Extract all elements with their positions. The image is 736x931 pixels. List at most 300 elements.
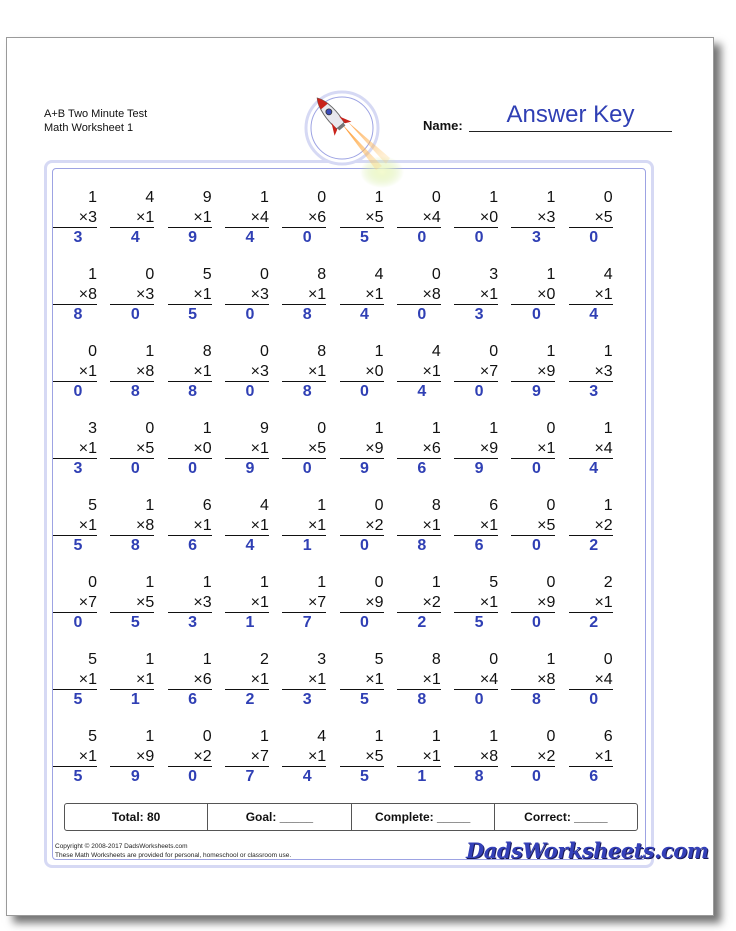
operand-bottom: ×9: [365, 593, 384, 611]
operand-top: 1: [145, 651, 155, 668]
answer-value: 9: [474, 460, 484, 477]
operand-top: 1: [145, 574, 155, 591]
math-problem: [53, 265, 97, 325]
operand-bottom: ×6: [422, 439, 441, 457]
answer-value: 8: [474, 768, 484, 785]
math-problem: [110, 265, 154, 325]
operand-bottom: ×1: [479, 516, 499, 534]
operand-bottom: ×3: [136, 285, 155, 303]
operand-top: 4: [431, 343, 441, 360]
operand-bottom: ×9: [136, 747, 155, 765]
title-line-1: A+B Two Minute Test: [44, 108, 148, 120]
answer-value: 0: [245, 306, 255, 323]
math-problem: [454, 265, 498, 325]
math-problem: [340, 496, 384, 556]
answer-value: 8: [130, 383, 140, 400]
operand-top: 1: [317, 497, 327, 514]
operand-top: 1: [546, 651, 556, 668]
operand-bottom: ×1: [136, 208, 155, 226]
answer-value: 4: [360, 306, 369, 323]
operand-bottom: ×2: [422, 593, 441, 611]
answer-value: 0: [130, 306, 140, 323]
operand-bottom: ×0: [193, 439, 212, 457]
math-problem: [454, 188, 498, 248]
answer-value: 4: [589, 460, 599, 477]
operand-top: 4: [259, 497, 269, 514]
math-problem: [225, 496, 269, 556]
answer-value: 4: [130, 229, 140, 246]
operand-top: 6: [489, 497, 499, 514]
answer-value: 6: [417, 460, 427, 477]
math-problem: [225, 419, 269, 479]
answer-value: 0: [417, 229, 427, 246]
answer-value: 0: [474, 383, 484, 400]
operand-bottom: ×8: [422, 285, 441, 303]
operand-top: 1: [145, 497, 155, 514]
operand-top: 8: [431, 497, 441, 514]
math-problem: [53, 727, 97, 787]
math-problem: [454, 573, 498, 633]
operand-top: 5: [88, 651, 97, 668]
operand-bottom: ×1: [422, 747, 441, 765]
operand-bottom: ×5: [365, 208, 384, 226]
operand-bottom: ×3: [193, 593, 212, 611]
operand-bottom: ×7: [307, 593, 327, 611]
operand-bottom: ×1: [193, 362, 212, 380]
math-problem: [454, 650, 498, 710]
operand-top: 0: [489, 343, 499, 360]
answer-value: 8: [531, 691, 541, 708]
math-problem: [454, 419, 498, 479]
math-problem: [110, 342, 154, 402]
operand-bottom: ×9: [537, 593, 556, 611]
operand-top: 1: [259, 189, 269, 206]
answer-value: 5: [73, 768, 83, 785]
answer-value: 0: [360, 614, 369, 631]
math-problem: [282, 727, 326, 787]
operand-top: 1: [88, 266, 97, 283]
operand-top: 1: [145, 343, 155, 360]
math-problem: [569, 342, 613, 402]
operand-bottom: ×1: [250, 516, 269, 534]
math-problem: [282, 188, 326, 248]
worksheet-title: [44, 107, 147, 135]
answer-value: 0: [245, 383, 255, 400]
operand-top: 1: [88, 189, 97, 206]
answer-value: 9: [130, 768, 140, 785]
operand-top: 0: [145, 266, 155, 283]
operand-top: 1: [603, 420, 613, 437]
operand-bottom: ×1: [78, 747, 97, 765]
math-problem: [282, 650, 326, 710]
math-problem: [511, 573, 555, 633]
answer-value: 5: [188, 306, 198, 323]
answer-value: 9: [188, 229, 198, 246]
answer-value: 0: [589, 691, 599, 708]
operand-bottom: ×1: [594, 747, 613, 765]
math-problem: [511, 419, 555, 479]
operand-bottom: ×1: [479, 285, 499, 303]
operand-top: 0: [603, 651, 613, 668]
operand-top: 3: [317, 651, 327, 668]
operand-top: 1: [202, 651, 212, 668]
math-problem: [569, 650, 613, 710]
answer-value: 4: [302, 768, 312, 785]
operand-top: 0: [317, 420, 327, 437]
math-problem: [340, 727, 384, 787]
operand-bottom: ×1: [307, 747, 327, 765]
operand-bottom: ×1: [78, 516, 97, 534]
answer-value: 5: [360, 691, 369, 708]
answer-value: 3: [589, 383, 599, 400]
correct-field: Correct: _____: [494, 804, 637, 830]
answer-value: 8: [188, 383, 198, 400]
math-problem: [397, 342, 441, 402]
answer-value: 0: [474, 691, 484, 708]
math-problem: [397, 727, 441, 787]
operand-top: 8: [317, 343, 327, 360]
answer-value: 8: [73, 306, 83, 323]
name-line: [469, 131, 672, 132]
operand-top: 1: [202, 574, 212, 591]
math-problem: [511, 188, 555, 248]
math-problem: [168, 419, 212, 479]
answer-value: 2: [245, 691, 255, 708]
math-problem: [110, 188, 154, 248]
copyright-notice: [55, 842, 291, 860]
operand-top: 0: [374, 497, 384, 514]
operand-bottom: ×1: [250, 670, 269, 688]
operand-bottom: ×2: [365, 516, 384, 534]
answer-value: 8: [417, 537, 427, 554]
operand-top: 9: [202, 189, 212, 206]
operand-bottom: ×9: [537, 362, 556, 380]
answer-value: 3: [531, 229, 541, 246]
operand-bottom: ×1: [250, 439, 269, 457]
operand-bottom: ×3: [537, 208, 556, 226]
math-problem: [168, 342, 212, 402]
answer-value: 8: [302, 306, 312, 323]
operand-top: 1: [489, 189, 499, 206]
operand-top: 0: [259, 343, 269, 360]
answer-value: 3: [73, 229, 83, 246]
answer-value: 6: [188, 691, 198, 708]
answer-value: 0: [302, 229, 312, 246]
math-problem: [168, 650, 212, 710]
math-problem: [397, 265, 441, 325]
operand-bottom: ×1: [193, 285, 212, 303]
answer-value: 9: [531, 383, 541, 400]
complete-field: Complete: _____: [351, 804, 494, 830]
operand-bottom: ×1: [422, 362, 441, 380]
answer-value: 6: [474, 537, 484, 554]
operand-top: 0: [431, 266, 441, 283]
operand-bottom: ×3: [78, 208, 97, 226]
math-problem: [225, 727, 269, 787]
math-problem: [282, 573, 326, 633]
math-problem: [340, 265, 384, 325]
operand-bottom: ×5: [537, 516, 556, 534]
answer-value: 4: [417, 383, 427, 400]
operand-top: 6: [202, 497, 212, 514]
operand-top: 5: [489, 574, 499, 591]
usage-notice: These Math Worksheets are provided for personal, homeschool or classroom use.: [55, 852, 292, 859]
copyright-line: Copyright © 2008-2017 DadsWorksheets.com: [55, 843, 188, 850]
math-problem: [454, 342, 498, 402]
math-problem: [397, 573, 441, 633]
operand-top: 3: [88, 420, 97, 437]
operand-top: 4: [145, 189, 155, 206]
operand-top: 6: [603, 728, 613, 745]
operand-top: 1: [603, 343, 613, 360]
operand-top: 3: [489, 266, 499, 283]
goal-field: Goal: _____: [207, 804, 350, 830]
title-line-2: Math Worksheet 1: [44, 122, 134, 134]
operand-bottom: ×5: [307, 439, 327, 457]
answer-value: 8: [130, 537, 140, 554]
answer-value: 5: [360, 768, 369, 785]
operand-top: 1: [431, 728, 441, 745]
operand-top: 8: [202, 343, 212, 360]
math-problem: [511, 496, 555, 556]
math-problem: [282, 265, 326, 325]
operand-top: 0: [546, 574, 556, 591]
operand-bottom: ×1: [365, 670, 384, 688]
math-problem: [110, 727, 154, 787]
operand-bottom: ×1: [193, 516, 212, 534]
math-problem: [53, 342, 97, 402]
operand-top: 0: [88, 343, 97, 360]
operand-top: 1: [374, 420, 384, 437]
operand-top: 8: [431, 651, 441, 668]
operand-bottom: ×4: [594, 670, 613, 688]
answer-value: 0: [360, 537, 369, 554]
operand-bottom: ×1: [78, 439, 97, 457]
operand-top: 1: [431, 574, 441, 591]
math-problem: [569, 265, 613, 325]
answer-value: 2: [417, 614, 427, 631]
operand-bottom: ×8: [78, 285, 97, 303]
operand-top: 1: [489, 728, 499, 745]
operand-top: 5: [88, 497, 97, 514]
math-problem: [168, 496, 212, 556]
math-problem: [511, 727, 555, 787]
answer-value: 5: [360, 229, 369, 246]
answer-value: 4: [589, 306, 599, 323]
operand-bottom: ×1: [307, 670, 327, 688]
operand-top: 1: [259, 728, 269, 745]
operand-bottom: ×2: [193, 747, 212, 765]
math-problem: [569, 727, 613, 787]
operand-bottom: ×7: [479, 362, 499, 380]
answer-value: 8: [417, 691, 427, 708]
answer-value: 0: [531, 614, 541, 631]
operand-bottom: ×5: [136, 439, 155, 457]
answer-value: 0: [531, 460, 541, 477]
math-problem: [397, 188, 441, 248]
math-problem: [168, 188, 212, 248]
answer-value: 7: [245, 768, 255, 785]
operand-top: 5: [202, 266, 212, 283]
operand-top: 1: [317, 574, 327, 591]
operand-bottom: ×8: [537, 670, 556, 688]
operand-top: 1: [374, 189, 384, 206]
math-problem: [53, 496, 97, 556]
answer-value: 3: [302, 691, 312, 708]
operand-top: 0: [259, 266, 269, 283]
math-problem: [110, 650, 154, 710]
operand-bottom: ×2: [537, 747, 556, 765]
operand-top: 1: [374, 728, 384, 745]
operand-top: 0: [546, 728, 556, 745]
answer-key-text: Answer Key: [506, 101, 635, 128]
operand-bottom: ×1: [78, 362, 97, 380]
operand-top: 0: [202, 728, 212, 745]
operand-top: 2: [259, 651, 269, 668]
operand-bottom: ×7: [250, 747, 269, 765]
math-problem: [569, 188, 613, 248]
answer-value: 0: [360, 383, 369, 400]
math-problem: [53, 573, 97, 633]
answer-value: 0: [73, 383, 83, 400]
operand-bottom: ×3: [250, 362, 269, 380]
math-problem: [340, 188, 384, 248]
answer-value: 0: [531, 768, 541, 785]
operand-top: 9: [259, 420, 269, 437]
math-problem: [225, 188, 269, 248]
operand-bottom: ×5: [365, 747, 384, 765]
operand-bottom: ×1: [594, 285, 613, 303]
operand-bottom: ×3: [250, 285, 269, 303]
math-problem: [569, 573, 613, 633]
operand-top: 1: [202, 420, 212, 437]
answer-value: 6: [589, 768, 599, 785]
operand-top: 0: [145, 420, 155, 437]
math-problem: [454, 727, 498, 787]
math-problem: [511, 342, 555, 402]
operand-bottom: ×1: [78, 670, 97, 688]
math-problem: [282, 342, 326, 402]
answer-value: 3: [73, 460, 83, 477]
answer-value: 0: [188, 768, 198, 785]
answer-value: 1: [417, 768, 427, 785]
operand-top: 5: [374, 651, 384, 668]
operand-bottom: ×9: [365, 439, 384, 457]
answer-value: 5: [73, 691, 83, 708]
answer-value: 6: [188, 537, 198, 554]
answer-value: 0: [474, 229, 484, 246]
total-count: Total: 80: [111, 810, 161, 824]
answer-value: 9: [360, 460, 369, 477]
operand-top: 0: [603, 189, 613, 206]
math-problem: [340, 650, 384, 710]
operand-top: 2: [603, 574, 613, 591]
operand-bottom: ×2: [594, 516, 613, 534]
math-problem: [225, 265, 269, 325]
operand-top: 1: [546, 189, 556, 206]
operand-bottom: ×1: [250, 593, 269, 611]
answer-value: 8: [302, 383, 312, 400]
operand-bottom: ×8: [136, 516, 155, 534]
answer-value: 4: [245, 229, 255, 246]
operand-bottom: ×1: [479, 593, 499, 611]
operand-top: 1: [374, 343, 384, 360]
operand-top: 1: [259, 574, 269, 591]
math-problem: [397, 496, 441, 556]
answer-value: 0: [73, 614, 83, 631]
math-problem: [511, 265, 555, 325]
answer-value: 5: [73, 537, 83, 554]
answer-value: 0: [188, 460, 198, 477]
operand-bottom: ×7: [78, 593, 97, 611]
math-problem: [225, 650, 269, 710]
operand-bottom: ×4: [250, 208, 269, 226]
math-problem: [511, 650, 555, 710]
answer-value: 7: [302, 614, 312, 631]
answer-value: 1: [245, 614, 255, 631]
operand-top: 1: [489, 420, 499, 437]
operand-top: 4: [317, 728, 327, 745]
math-problem: [397, 419, 441, 479]
operand-bottom: ×4: [422, 208, 441, 226]
answer-value: 5: [130, 614, 140, 631]
operand-bottom: ×1: [422, 670, 441, 688]
answer-value: 2: [589, 614, 599, 631]
operand-top: 1: [546, 266, 556, 283]
answer-value: 5: [474, 614, 484, 631]
score-box: [64, 803, 638, 831]
operand-bottom: ×4: [479, 670, 499, 688]
operand-bottom: ×6: [307, 208, 327, 226]
operand-bottom: ×6: [193, 670, 212, 688]
operand-bottom: ×8: [479, 747, 499, 765]
math-problem: [569, 496, 613, 556]
math-problem: [340, 419, 384, 479]
answer-value: 9: [245, 460, 255, 477]
operand-bottom: ×1: [365, 285, 384, 303]
math-problem: [282, 496, 326, 556]
operand-bottom: ×0: [537, 285, 556, 303]
operand-bottom: ×1: [537, 439, 556, 457]
operand-top: 0: [317, 189, 327, 206]
operand-bottom: ×8: [136, 362, 155, 380]
answer-value: 0: [531, 537, 541, 554]
math-problem: [110, 419, 154, 479]
answer-value: 0: [302, 460, 312, 477]
math-problem: [110, 496, 154, 556]
answer-value: 1: [302, 537, 312, 554]
math-problem: [168, 265, 212, 325]
math-problem: [110, 573, 154, 633]
math-problem: [168, 727, 212, 787]
rocket-icon: [302, 88, 406, 192]
operand-bottom: ×1: [307, 285, 327, 303]
operand-bottom: ×0: [365, 362, 384, 380]
operand-bottom: ×9: [479, 439, 499, 457]
name-label: Name:: [423, 118, 463, 133]
math-problem: [168, 573, 212, 633]
answer-value: 3: [188, 614, 198, 631]
operand-bottom: ×1: [307, 362, 327, 380]
operand-bottom: ×1: [307, 516, 327, 534]
answer-value: 2: [589, 537, 599, 554]
operand-top: 4: [374, 266, 384, 283]
operand-top: 1: [431, 420, 441, 437]
math-problem: [454, 496, 498, 556]
math-problem: [225, 573, 269, 633]
operand-top: 8: [317, 266, 327, 283]
operand-top: 0: [88, 574, 97, 591]
